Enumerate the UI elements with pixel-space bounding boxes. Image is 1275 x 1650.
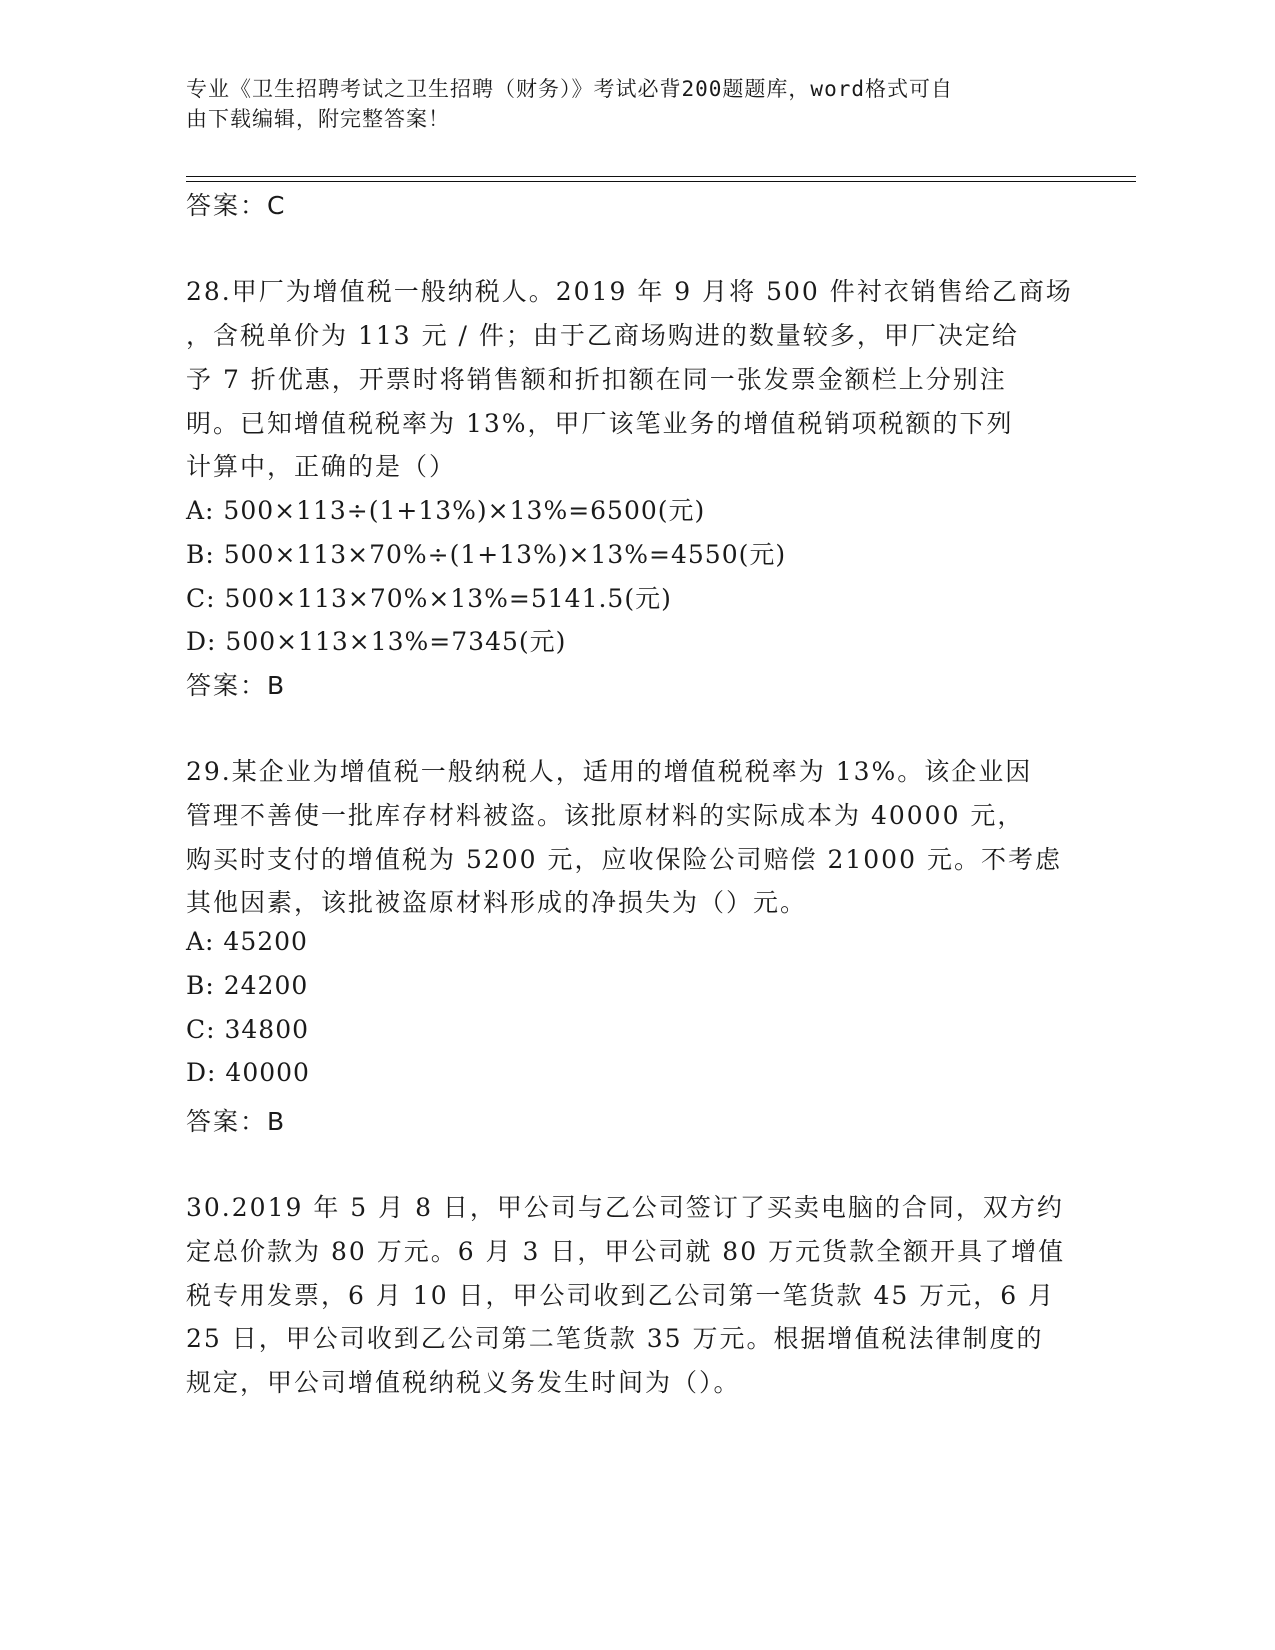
- question-text-line: 29.某企业为增值税一般纳税人，适用的增值税税率为 13%。该企业因: [186, 757, 1033, 786]
- header-divider-bottom: [186, 181, 1136, 182]
- header-divider-top: [186, 176, 1136, 177]
- question-text-line: 其他因素，该批被盗原材料形成的净损失为（）元。: [186, 888, 808, 917]
- answer-29: 答案：B: [186, 1107, 287, 1136]
- answer-28: 答案：B: [186, 671, 287, 700]
- option-d: D: 500×113×13%=7345(元): [186, 627, 567, 656]
- question-text-line: 管理不善使一批库存材料被盗。该批原材料的实际成本为 40000 元，: [186, 801, 1025, 830]
- option-c: C: 500×113×70%×13%=5141.5(元): [186, 584, 672, 613]
- option-b: B: 24200: [186, 971, 309, 1000]
- question-text-line: 25 日，甲公司收到乙公司第二笔货款 35 万元。根据增值税法律制度的: [186, 1324, 1044, 1353]
- option-c: C: 34800: [186, 1015, 310, 1044]
- question-text-line: 计算中，正确的是（）: [186, 452, 457, 481]
- header-line-2: 由下载编辑，附完整答案！: [186, 107, 450, 131]
- option-a: A: 45200: [186, 927, 308, 956]
- question-text-line: 规定，甲公司增值税纳税义务发生时间为（）。: [186, 1368, 741, 1397]
- question-text-line: 予 7 折优惠，开票时将销售额和折扣额在同一张发票金额栏上分别注: [186, 365, 1007, 394]
- option-d: D: 40000: [186, 1058, 310, 1087]
- page-header: [186, 74, 1086, 134]
- option-a: A: 500×113÷(1+13%)×13%=6500(元): [186, 496, 706, 525]
- question-text-line: 明。已知增值税税率为 13%，甲厂该笔业务的增值税销项税额的下列: [186, 409, 1014, 438]
- question-text-line: ，含税单价为 113 元 / 件；由于乙商场购进的数量较多，甲厂决定给: [186, 321, 1019, 350]
- option-b: B: 500×113×70%÷(1+13%)×13%=4550(元): [186, 540, 787, 569]
- question-text-line: 购买时支付的增值税为 5200 元，应收保险公司赔偿 21000 元。不考虑: [186, 845, 1062, 874]
- answer-previous: 答案：C: [186, 191, 287, 220]
- question-text-line: 30.2019 年 5 月 8 日，甲公司与乙公司签订了买卖电脑的合同，双方约: [186, 1193, 1064, 1222]
- question-text-line: 税专用发票，6 月 10 日，甲公司收到乙公司第一笔货款 45 万元，6 月: [186, 1281, 1056, 1310]
- question-text-line: 定总价款为 80 万元。6 月 3 日，甲公司就 80 万元货款全额开具了增值: [186, 1237, 1066, 1266]
- question-text-line: 28.甲厂为增值税一般纳税人。2019 年 9 月将 500 件衬衣销售给乙商场: [186, 277, 1073, 306]
- header-line-1: 专业《卫生招聘考试之卫生招聘（财务）》考试必背200题题库，word格式可自: [186, 77, 953, 101]
